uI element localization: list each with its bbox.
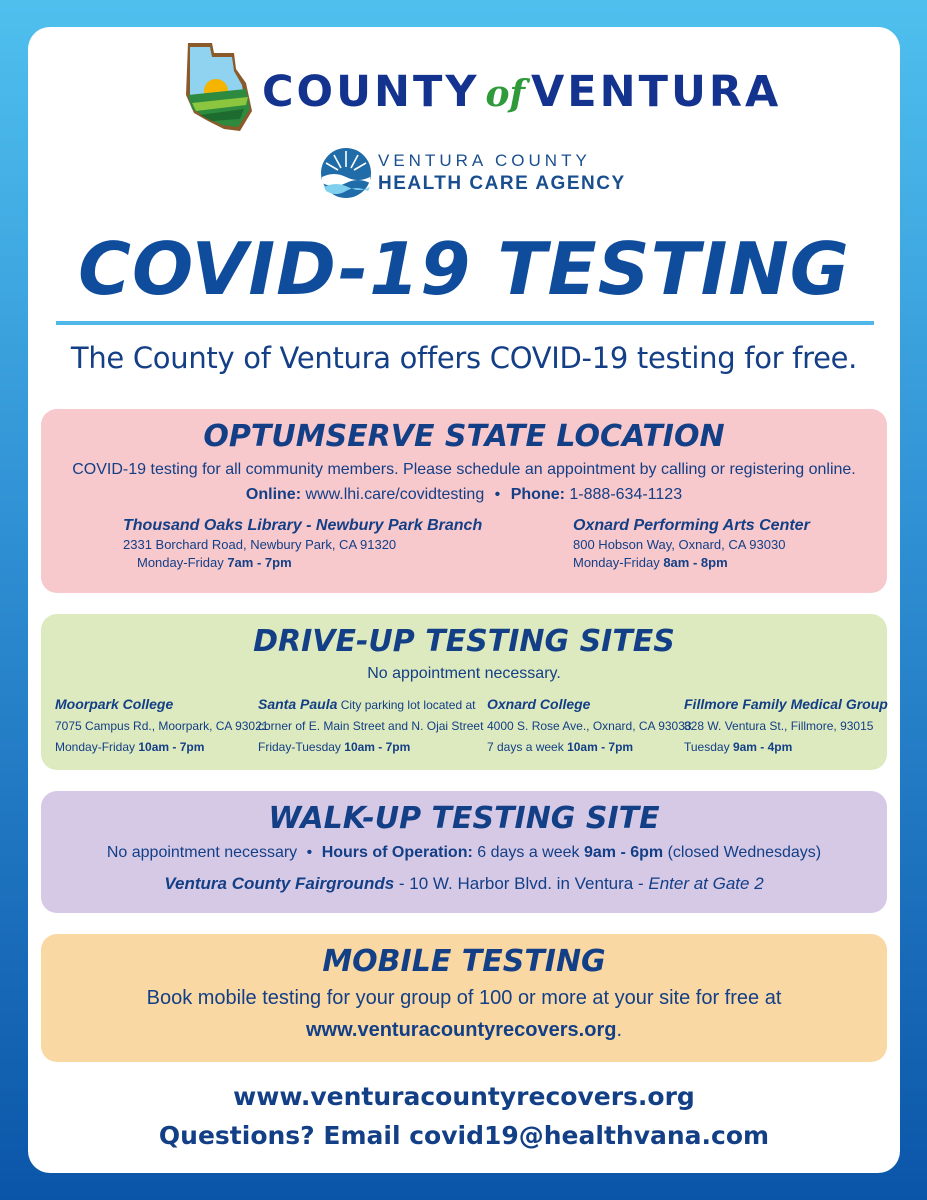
- county-wordmark-of: of: [485, 73, 525, 115]
- mobile-testing-link-line: [41, 1019, 887, 1042]
- subheading: The County of Ventura offers COVID-19 testing for free.: [70, 341, 858, 375]
- site-time: 10am - 7pm: [567, 740, 634, 754]
- drive-site: [55, 694, 268, 758]
- site-time: 9am - 4pm: [732, 740, 793, 754]
- hca-name-bottom: HEALTH CARE AGENCY: [378, 173, 626, 194]
- walk-up-site-address: - 10 W. Harbor Blvd. in Ventura -: [398, 874, 644, 893]
- site-hours: [55, 737, 268, 758]
- separator-dot: •: [306, 844, 313, 861]
- optumserve-panel: [41, 409, 887, 593]
- mobile-testing-period: .: [616, 1019, 623, 1041]
- hca-logo: [320, 143, 626, 203]
- county-logo: [184, 39, 782, 139]
- phone-label: Phone:: [510, 486, 565, 503]
- footer-questions[interactable]: Questions? Email covid19@healthvana.com: [158, 1121, 770, 1150]
- site-address: 7075 Campus Rd., Moorpark, CA 93021: [55, 719, 269, 733]
- mobile-testing-link[interactable]: www.venturacountyrecovers.org: [305, 1019, 617, 1041]
- site-name: Moorpark College: [55, 696, 174, 712]
- drive-site: [487, 694, 692, 758]
- site-hours: [487, 737, 692, 758]
- location-days: Monday-Friday: [137, 555, 224, 570]
- walk-up-panel: [41, 791, 887, 913]
- location-address: 2331 Borchard Road, Newbury Park, CA 91320: [123, 537, 397, 552]
- site-time: 10am - 7pm: [138, 740, 205, 754]
- page-title: COVID-19 TESTING: [78, 227, 850, 311]
- hca-name-top: VENTURA COUNTY: [378, 151, 591, 170]
- site-address: 828 W. Ventura St., Fillmore, 93015: [684, 719, 874, 733]
- hours-label: Hours of Operation:: [321, 844, 473, 861]
- site-address: 4000 S. Rose Ave., Oxnard, CA 93033: [487, 719, 692, 733]
- online-label: Online:: [245, 486, 302, 503]
- location-days: Monday-Friday: [573, 555, 660, 570]
- location-name: Thousand Oaks Library - Newbury Park Branch: [123, 517, 483, 534]
- hours-suffix: (closed Wednesdays): [667, 844, 822, 861]
- optumserve-contact: [41, 486, 887, 504]
- location-time: 7am - 7pm: [227, 555, 292, 570]
- site-days: Tuesday: [684, 740, 730, 754]
- drive-up-title: DRIVE-UP TESTING SITES: [253, 624, 675, 659]
- online-link[interactable]: www.lhi.care/covidtesting: [305, 486, 485, 503]
- optum-location: [123, 516, 482, 572]
- mobile-testing-panel: [41, 934, 887, 1062]
- walk-up-site-line: [41, 874, 887, 894]
- walk-up-site-name: Ventura County Fairgrounds: [164, 874, 395, 893]
- county-wordmark-post: VENTURA: [530, 67, 782, 117]
- county-wordmark-pre: COUNTY: [262, 67, 480, 117]
- walk-up-hours-line: [41, 844, 887, 862]
- drive-up-note: No appointment necessary.: [367, 665, 561, 682]
- site-name: Oxnard College: [487, 696, 591, 712]
- hours-value: 9am - 6pm: [583, 844, 664, 861]
- site-hours: [258, 737, 483, 758]
- location-hours: [573, 554, 810, 572]
- walk-up-site-note: Enter at Gate 2: [648, 874, 764, 893]
- location-time: 8am - 8pm: [663, 555, 728, 570]
- county-wordmark: [262, 67, 781, 117]
- mobile-testing-text: Book mobile testing for your group of 100 or more at your site for free at: [146, 987, 782, 1009]
- footer-website[interactable]: www.venturacountyrecovers.org: [233, 1082, 695, 1111]
- site-hours: [684, 737, 888, 758]
- location-address: 800 Hobson Way, Oxnard, CA 93030: [573, 537, 786, 552]
- location-name: Oxnard Performing Arts Center: [573, 517, 810, 534]
- optumserve-title: OPTUMSERVE STATE LOCATION: [203, 419, 725, 454]
- site-name: Fillmore Family Medical Group: [684, 696, 888, 712]
- separator-dot: •: [494, 486, 501, 503]
- site-days: Monday-Friday: [55, 740, 136, 754]
- optum-location: [573, 516, 810, 572]
- drive-site: [258, 694, 483, 758]
- optumserve-description: COVID-19 testing for all community members. Please schedule an appointment by calling or registering online.: [72, 461, 856, 478]
- walk-up-note: No appointment necessary: [106, 844, 298, 861]
- walk-up-title: WALK-UP TESTING SITE: [268, 801, 660, 836]
- site-address: corner of E. Main Street and N. Ojai Street: [258, 719, 484, 733]
- site-time: 10am - 7pm: [344, 740, 411, 754]
- county-map-icon: [184, 39, 254, 139]
- site-name: Santa Paula: [258, 696, 338, 712]
- flyer-card: [28, 27, 900, 1173]
- site-days: 7 days a week: [487, 740, 564, 754]
- mobile-testing-title: MOBILE TESTING: [322, 944, 606, 979]
- sunrise-wave-icon: [320, 147, 372, 199]
- hours-prefix: 6 days a week: [477, 844, 580, 861]
- title-divider: [56, 321, 874, 325]
- drive-site: [684, 694, 888, 758]
- site-days: Friday-Tuesday: [258, 740, 341, 754]
- site-inline-note: City parking lot located at: [340, 698, 476, 712]
- drive-up-panel: [41, 614, 887, 770]
- phone-number[interactable]: 1-888-634-1123: [569, 486, 683, 503]
- location-hours: [123, 554, 482, 572]
